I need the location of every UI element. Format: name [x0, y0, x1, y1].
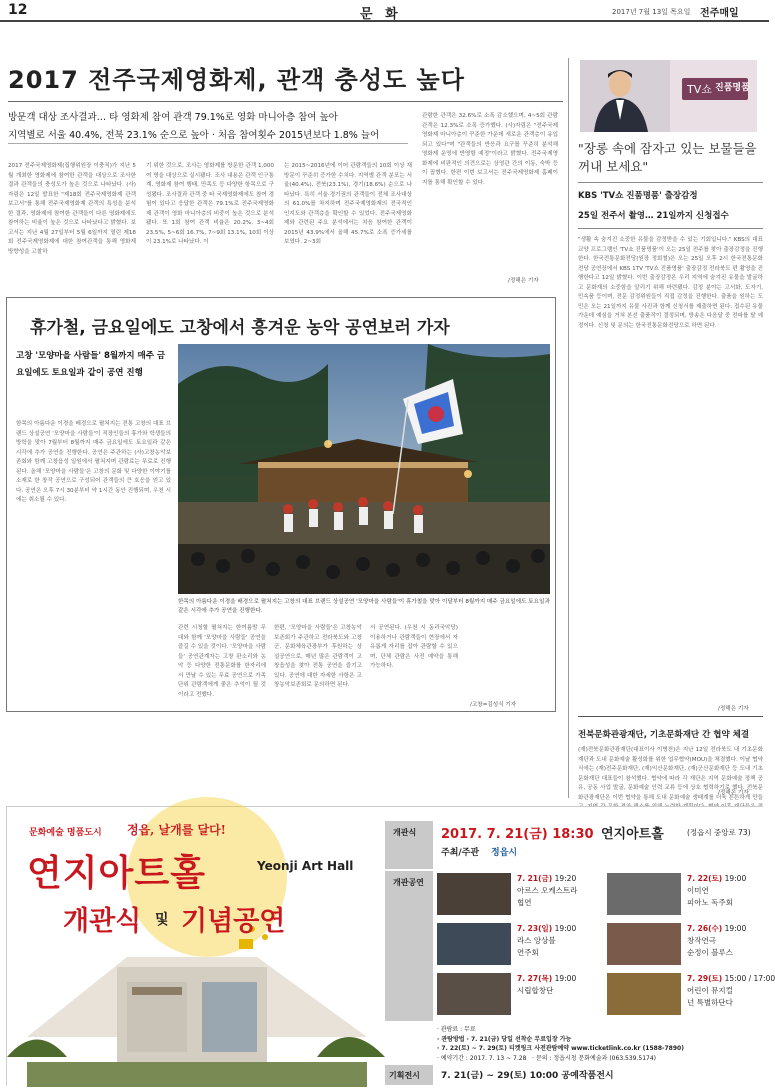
program-title: 어린이 뮤지컬 [687, 986, 733, 995]
opening-date: 2017. 7. 21(금) 18:30 [441, 827, 594, 842]
program-time: 19:00 [724, 874, 747, 883]
divider [578, 716, 763, 717]
article2-column-3: 한편, '모양마을 사람들'은 고창농악보존회가 주관하고 전라북도와 고창군, 문화체육관광부가 후원하는 상설공연으로, 매년 많은 관람객이 고창읍성을 찾아 전통 공연을 즐기고 있다. 공연에 대한 자세한 사항은 고창농악보존회로 문의하면 된다. [274, 625, 362, 688]
page-number: 12 [8, 2, 28, 18]
program-2 [687, 873, 746, 909]
advertisement [6, 806, 775, 1086]
article1-column-4: 관람한 관객은 32.6%로 소폭 감소했으며, 4~5회 관람관객은 12.3%로 소폭 증가했다. (사)자림은 "전주국제영화제 마니아층이 꾸준한 가운데 새로운 관객층이 유입되고 있다"며 "관객들의 반응과 요구를 꾸준히 분석해 영화제 운영에 반영할 예정"이라고 밝혔다. 전주국제영화제에 비판적인 의견으로는 상영관 간의 이동, 숙박 등이 꼽혔다. 한편 이번 보고서는 전주국제영화제 홈페이지를 통해 확인할 수 있다. [422, 113, 558, 186]
article3-quote: "장롱 속에 잠자고 있는 보물들을 꺼내 보세요" [578, 141, 757, 174]
article2-byline: /고창=김성식 기자 [470, 702, 517, 708]
label-performance: 개관공연 [393, 878, 424, 887]
program-photo [607, 923, 681, 965]
column-divider [568, 58, 569, 798]
divider [578, 182, 763, 183]
article3-subhead-2: 25일 전주서 촬영… 21일까지 신청접수 [578, 211, 729, 221]
program-title: 넌 특별하단다 [687, 998, 733, 1007]
article2-column-4: 서 공연된다. (우천 시 동리국악당) 이용하거나 관람객들이 현장에서 자유롭게 자리를 잡아 관람할 수 있으며, 단체 관람은 사전 예약을 통해 가능하다. [370, 625, 458, 669]
divider [8, 143, 408, 144]
program-title: 아르스 오케스트라 [517, 886, 578, 895]
ad-tagline-a: 문화예술 명품도시 [29, 828, 102, 838]
info-period: · 예약기간 : 2017. 7. 13 ~ 7.28 [437, 1054, 527, 1062]
program-photo [437, 873, 511, 915]
program-title: 순정이 블루스 [687, 948, 733, 957]
photo-caption: 한목의 아름다운 이경을 배경으로 펼쳐지는 고창의 대표 브랜드 상설공연 '모양마을 사람들'이 휴가철을 맞아 이달부터 8월까지 매주 금요일에도 토요일과 같은 시각에 추가 공연을 진행한다. [178, 599, 550, 614]
newspaper-brand: 전주매일 [700, 8, 739, 19]
label-exhibit: 기획전시 [389, 1071, 420, 1080]
ad-title-en: Yeonji Art Hall [257, 859, 354, 873]
program-6 [687, 973, 775, 1009]
program-photo [607, 873, 681, 915]
program-title: 연주회 [517, 948, 539, 957]
nongak-performance-photo [178, 344, 550, 594]
divider [578, 228, 763, 229]
program-date: 7. 21(금) [517, 874, 553, 883]
issue-date: 2017년 7월 13일 목요일 [612, 8, 691, 16]
article2-lead: 고창 '모양마을 사람들' 8월까지 매주 금요일에도 토요일과 같이 공연 진행 [16, 351, 166, 378]
ad-subtitle-a: 개관식 [63, 906, 142, 937]
program-date: 7. 23(일) [517, 924, 553, 933]
ad-info [437, 1025, 761, 1063]
article4-body: (재)전북문화관광재단(대표이사 이병천)은 지난 12일 전라북도 내 기초문화재단과 도내 문화예술 활성화를 위한 업무협약(MOU)을 체결했다. 이날 협약식에는 (재)전주문화재단, (재)익산문화재단, (재)군산문화재단 등 도내 기초문화재단 대표들이 참석했다. 협약에 따라 각 재단은 지역 문화예술 정책 공유, 공동 사업 발굴, 문화예술 인력 교류 등에 상호 협력하기로 했다. 전북문화관광재단은 이번 협약을 통해 도내 문화예술 생태계를 더욱 튼튼하게 만들 [578, 747, 763, 801]
ad-right-panel [385, 807, 775, 1087]
section-title: 문 화 [360, 7, 402, 22]
article3-body: "생활 속 숨겨진 소중한 유물을 감정받을 수 있는 기회입니다." KBS의 대표 교양 프로그램인 'TV쇼 진품명품'이 오는 25일 전주를 찾아 출장감정을 진행한다. 한국전통문화전당(원장 정회철)은 오는 25일 오후 2시 한국전통문화전당 공연장에서 KBS 1TV 'TV쇼 진품명품' 출장감정 전라북도 편 촬영을 진행한다고 12일 밝혔다. 이번 출장감정은 우리 지역에 숨겨진 유물을 발굴하고 문화재의 소중함을 알리기 위해 마련됐다. 감정 분야는 고서화, 도자기, 민속품 등이며, 전문 감정위원들이 직접 감정을 진행한다. 출품을 원하는 도민은 오는 21일까지 유물 사진과 함께 신청서를 제출하면 된다. 접수된 유물 가운데 예심을 거쳐 본선 출품작이 결정되며, 방송은 다음달 중 전파를 탈 예정이다. 신청 및 문의는 한국전통문화전당으로 하면 된다. [578, 237, 763, 329]
program-time: 19:20 [554, 874, 577, 883]
ad-subtitle-b: 기념공연 [181, 906, 286, 937]
program-date: 7. 22(토) [687, 874, 723, 883]
article1-column-3: 는 2015~2016년에 이어 관람객들의 10회 이상 재방문이 꾸준히 증가한 수치다. 지역별 관객 분포는 서울(40.4%), 전북(23.1%), 경기(18.6%) 순으로 나타났다. 특히 서울·경기권의 관객들이 전체 조사대상의 61.0%를 차지하며 전주국제영화제의 전국적인 인지도와 관객층을 확인할 수 있었다. 전주국제영화제와 관련된 주요 분석에서는 처음 참여한 관객이 2015년 43.9%에서 올해 45.7%로 소폭 증가세를 보였다. 2~3회 [284, 163, 412, 245]
article1-subhead-2: 지역별로 서울 40.4%, 전북 23.1% 순으로 높아 · 처음 참여횟수 2015년보다 1.8% 늘어 [8, 130, 380, 141]
program-time: 15:00 / 17:00 [724, 974, 775, 983]
program-time: 19:00 [554, 974, 577, 983]
program-date: 7. 29(토) [687, 974, 723, 983]
program-photo [437, 973, 511, 1015]
program-title: 창작연극 [687, 936, 716, 945]
program-photo [437, 923, 511, 965]
article2-column-1: 함목의 아름다운 이경을 배경으로 펼쳐지는 전통 고창의 대표 브랜드 상설공연 '모양마을 사람들'이 직장인들의 휴가와 학생들의 방학을 맞아 7월부터 8월까지 매주 금요일에도 토요일과 같은 시각에 추가 공연을 진행한다. 공연은 주관하는 (사)고창농악보존회와 함께 고창읍성 일원에서 펼쳐지며 관람료는 무료로 진행된다. 올해 '모양마을 사람들'은 고창의 문화 및 다양한 이야기를 소재로 한 창작 공연으로 구성되어 관객들의 큰 호응을 얻고 있다. 공연은 오후 7시 30분부터 약 1시간 동안 진행되며, 우천 시에는 취소될 수 있다. [16, 421, 171, 503]
article2-column-2: 관련 시청할 펼쳐지는 한여름밤 무대와 함께 '모양마을 사람들' 공연을 즐길 수 있을 것이다. '모양마을 사람들' 공연관계자는 고창 판소리와 농악 등 다양한 전통문화를 한자리에서 만날 수 있는 무료 공연으로 가족 단위 관람객에게 좋은 추억이 될 것이라고 전했다. [178, 625, 266, 698]
program-time: 19:00 [554, 924, 577, 933]
program-title: 라스 앙상블 [517, 936, 556, 945]
info-method-b: · 7. 22(토) ~ 7. 29(토) 티켓링크 사전관람예약 www.ticketlink.co.kr (1588-7890) [437, 1045, 684, 1052]
program-photo [607, 973, 681, 1015]
article1-column-2: 기 위한 것으로, 조사는 영화제를 방문한 관객 1,000여 명을 대상으로 실시됐다. 조사 내용은 관객 인구통계, 영화제 참여 행태, 만족도 등 다양한 항목으로 구성됐다. 조사결과 관객 중 타 국제영화제에도 참여 경험이 있다고 응답한 관객은 79.1%로 전주국제영화제 관객이 영화 마니아층의 비중이 높은 것으로 분석됐다. 또 1회 참여 관객 비율은 20.2%, 3~4회 23.5%, 5~6회 16.7%, 7~9회 13.1%, 10회 이상이 23.1%로 나타났다. 이 [146, 163, 274, 245]
article2-headline: 휴가철, 금요일에도 고창에서 흥겨운 농악 공연보러 가자 [30, 318, 450, 338]
program-time: 19:00 [724, 924, 747, 933]
article1-column-1: 2017 전주국제영화제(집행위원장 이충직)가 지난 5월 개최한 영화제에 참여한 관객을 대상으로 조사한 결과 관객들의 충성도가 높은 것으로 나타났다. (사)자림은 12일 발표한 "제18회 전주국제영화제 관객보고서"를 통해 전주국제영화제 관객의 특성을 분석한 결과, 영화제에 참여한 관객들이 다른 영화제에도 참여하는 비율이 높은 것으로 나타났다고 밝혔다. 보고서는 지난 4월 27일부터 5월 6일까지 열린 제18회 전주국제영화제에 대한 참여관객을 통해 영화제 방향성을 고찰하 [8, 163, 136, 255]
article3-subhead-1: KBS 'TV쇼 진품명품' 출장감정 [578, 191, 698, 201]
article1-byline: /정해은 기자 [508, 278, 539, 284]
info-method-a: · 관람방법 · 7. 21(금) 당일 선착순 무료입장 가능 [437, 1035, 572, 1043]
program-title: 피아노 독주회 [687, 898, 733, 907]
ad-subtitle-mid: 및 [155, 912, 169, 928]
show-badge-tv: TV쇼 [687, 83, 712, 96]
host-label: 주최/주관 [441, 848, 480, 858]
article1-subhead-1: 방문객 대상 조사결과… 타 영화제 참여 관객 79.1%로 영화 마니아층 참여 높아 [8, 112, 338, 123]
exhibit-info: 7. 21(금) ~ 29(토) 10:00 공예작품전시 [441, 1071, 614, 1081]
opening-address: (정읍시 중앙로 73) [687, 828, 751, 837]
program-date: 7. 26(수) [687, 924, 723, 933]
article3-byline: /정해은 기자 [718, 706, 749, 712]
label-opening: 개관식 [393, 828, 417, 837]
article4-byline: /정해은 기자 [718, 790, 749, 796]
page-header [0, 0, 769, 22]
info-fee: · 관람료 : 무료 [437, 1026, 476, 1033]
ad-tagline-b: 정읍, 날개를 달다! [127, 823, 226, 837]
program-title: 시립합창단 [517, 986, 554, 995]
program-title: 협연 [517, 898, 532, 907]
opening-venue: 연지아트홀 [601, 827, 664, 842]
host-name: 정읍시 [491, 848, 518, 858]
info-contact: · 문의 : 정읍시청 문화예술과 (063.539.5174) [532, 1054, 657, 1062]
ad-title: 연지아트홀 [27, 853, 206, 894]
ad-left-panel [7, 807, 385, 1087]
article1-headline: 2017 전주국제영화제, 관객 충성도 높다 [8, 66, 465, 94]
program-5 [517, 973, 576, 997]
divider [8, 101, 563, 102]
tv-show-portrait [580, 60, 757, 132]
program-1 [517, 873, 577, 909]
show-badge: 진품명품 [715, 83, 750, 93]
program-3 [517, 923, 576, 959]
article4-headline: 전북문화관광재단, 기초문화재단 간 협약 체결 [578, 730, 750, 740]
program-4 [687, 923, 746, 959]
program-title: 이미연 [687, 886, 709, 895]
program-date: 7. 27(목) [517, 974, 553, 983]
